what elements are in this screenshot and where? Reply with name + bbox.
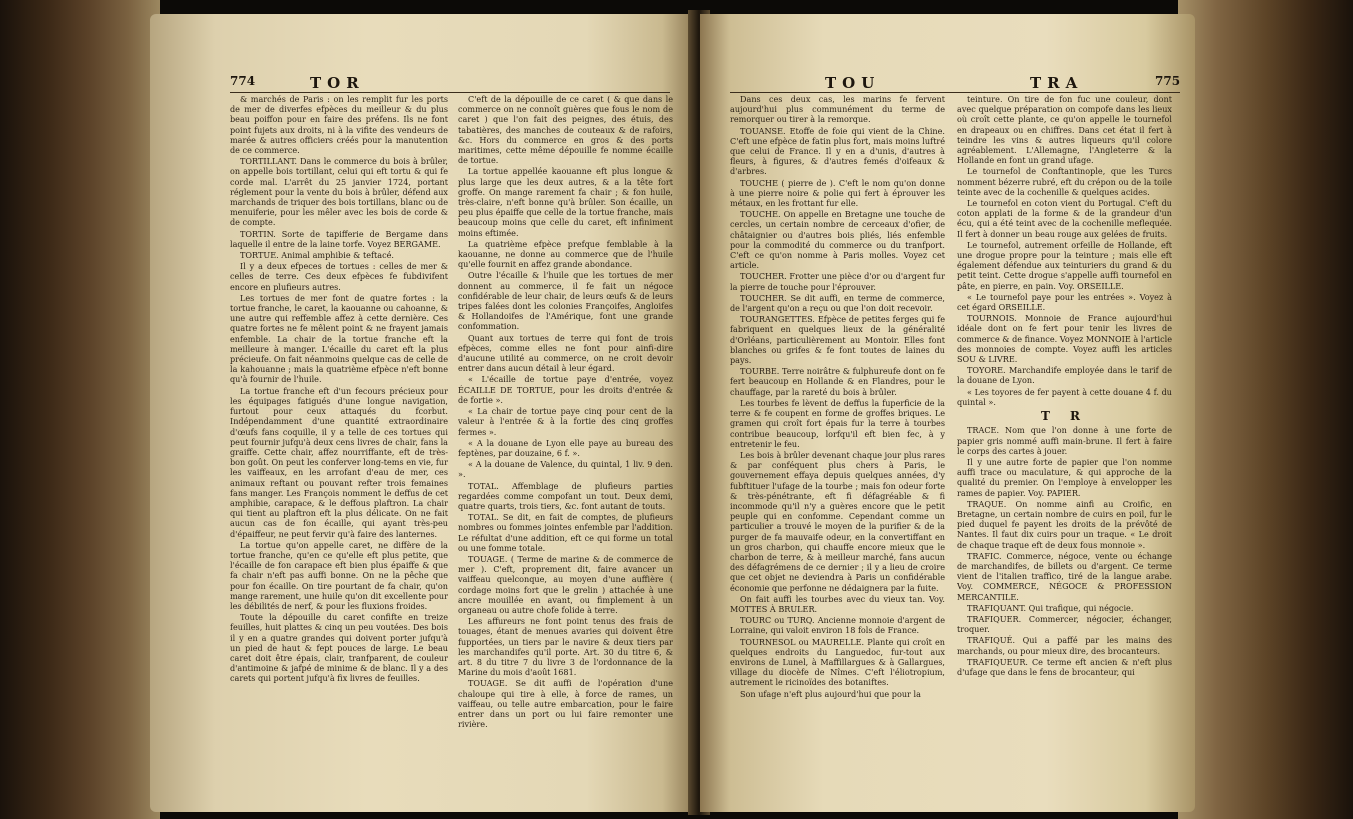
paragraph: TOUCHER. Se dit auffi, en terme de commerce, de l'argent qu'on a reçu ou que l'on doit recevoir. <box>730 292 945 314</box>
paragraph: TRAFIQUÉ. Qui a paffé par les mains des marchands, ou pour mieux dire, des brocanteurs. <box>957 635 1172 656</box>
paragraph: TOURC ou TURQ. Ancienne monnoie d'argent de Lorraine, qui valoit environ 18 fols de France. <box>730 615 945 636</box>
paragraph: Le tournefol de Conftantinople, que les Turcs nomment bézerre rubré, eft du crépon ou de la toile teinte avec de la cochenille & quelques acides. <box>957 166 1172 197</box>
section-heading: T R <box>1040 409 1089 424</box>
paragraph: Outre l'écaille & l'huile que les tortues de mer donnent au commerce, il fe fait un négoce confidérable de leur chair, de leurs œufs & de leurs tripes falées dont les colonies Françoifes, Angloifes & Hollandoifes de l'Amérique, font une grande confommation. <box>458 270 673 332</box>
paragraph: TOUCHE. On appelle en Bretagne une touche de cercles, un certain nombre de cerceaux d'ofier, de châtaignier ou d'autres bois pliés, liés enfemble pour la commodité du commerce ou du tranfport. C'eft ce qu'on nomme à Paris molles. Voyez cet article. <box>730 209 945 271</box>
paragraph: Son ufage n'eft plus aujourd'hui que pour la <box>740 688 921 699</box>
paragraph: La tortue appellée kaouanne eft plus longue & plus large que les deux autres, & a la tête fort groffe. On mange rarement fa chair ; & fon huile, très-claire, n'eft bonne qu'à brûler. Son écaille, un peu plus épaiffe que celle de la tortue franche, mais beaucoup moins que celle du caret, eft infiniment moins eftimée. <box>458 166 673 238</box>
paragraph: C'eft de la dépouille de ce caret ( & que dans le commerce on ne connoît guères que fous le nom de caret ) que l'on fait des peignes, des étuis, des tabatières, des manches de couteaux & de rafoirs, &c. Hors du commerce en gros & des ports maritimes, cette même dépouille fe nomme écaille de tortue. <box>458 94 673 166</box>
page-number: 775 <box>1155 74 1181 88</box>
running-header-right: TRA <box>1030 74 1084 92</box>
paragraph: TOUCHE ( pierre de ). C'eft le nom qu'on donne à une pierre noire & polie qui fert à éprouver les métaux, en les frottant fur elle. <box>730 177 945 209</box>
paragraph: Les bois à brûler devenant chaque jour plus rares & par conféquent plus chers à Paris, le gouvernement effaya depuis quelques années, d'y fubftituer l'ufage de la tourbe ; mais fon odeur forte & très-pénétrante, eft fi défagréable & fi incommode qu'il n'y a guères encore que le petit peuple qui en confomme. Cependant comme un particulier a trouvé le moyen de la purifier & de la purger de fa mauvaife odeur, en la convertiffant en un gros charbon, qui chauffe encore mieux que le charbon de terre, & à meilleur marché, fans aucun des défagrémens de ce dernier ; il y a lieu de croire que cet objet ne deviendra à Paris un confidérable économie que perfonne ne dédaignera par la fuite. <box>730 449 945 593</box>
paragraph: TRACE. Nom que l'on donne à une forte de papier gris nommé auffi main-brune. Il fert à faire le corps des cartes à jouer. <box>957 425 1172 456</box>
paragraph: Les affureurs ne font point tenus des frais de touages, étant de menues avaries qui doivent être fupportées, un tiers par le navire & deux tiers par les marchandifes qu'il porte. Art. 30 du titre 6, & art. 8 du titre 7 du livre 3 de l'ordonnance de la Marine du mois d'août 1681. <box>458 616 673 678</box>
paragraph: TOTAL. Affemblage de plufieurs parties regardées comme compofant un tout. Deux demi, quatre quarts, trois tiers, &c. font autant de touts. <box>458 480 673 511</box>
paragraph: « Le tournefol paye pour les entrées ». Voyez à cet égard ORSEILLE. <box>957 291 1172 313</box>
paragraph: TOURNOIS. Monnoie de France aujourd'hui idéale dont on fe fert pour tenir les livres de commerce & de finance. Voyez MONNOIE à l'article des monnoies de compte. Voyez auffi les articles SOU & LIVRE. <box>957 313 1172 365</box>
right-page <box>700 14 1195 812</box>
paragraph: TORTIN. Sorte de tapifferie de Bergame dans laquelle il entre de la laine torfe. Voyez BERGAME. <box>230 228 448 249</box>
paragraph: Les tourbes fe lèvent de deffus la fuperficie de la terre & fe coupent en forme de groffes briques. Le gramen qui croît fort épais fur la terre à tourbes contribue beaucoup, lorfqu'il eft bien fec, à y entretenir le feu. <box>730 397 945 449</box>
paragraph: & marchés de Paris : on les remplit fur les ports de mer de diverfes efpèces du meilleur & du plus beau poiffon pour en faire des préfens. Ils ne font point fujets aux droits, ni à la vifite des vendeurs de marée & autres officiers créés pour la manutention de ce commerce. <box>230 94 448 156</box>
paragraph: TOYORE. Marchandife employée dans le tarif de la douane de Lyon. <box>957 365 1172 386</box>
paragraph: TRAQUE. On nomme ainfi au Croific, en Bretagne, un certain nombre de cuirs en poil, fur le pied duquel fe payent les droits de la prévôté de Nantes. Il faut dix cuirs pour un traque. « Le droit de chaque traque eft de deux fous monnoie ». <box>957 498 1172 550</box>
header-rule <box>730 92 1180 93</box>
paragraph: La tortue franche eft d'un fecours précieux pour les équipages fatigués d'une longue navigation, furtout pour ceux attaqués du fcorbut. Indépendamment d'une quantité extraordinaire d'œufs fans coquille, il y a telle de ces tortues qui peut fournir jufqu'à deux cens livres de chair, fans la graiffe. Cette chair, affez nourriffante, eft de très-bon goût. On peut les conferver long-tems en vie, fur les vaiffeaux, en les arrofant d'eau de mer, ces animaux reftant ou pouvant refter trois femaines fans manger. Les François nomment le deffus de cet amphibie, carapace, & le deffous plaftron. La chair qui tient au plaftron eft la plus délicate. On ne fait aucun cas de fon écaille, qui ayant très-peu d'épaiffeur, ne peut fervir qu'à faire des lanternes. <box>230 385 448 539</box>
running-header-left: TOU <box>825 74 881 92</box>
text-column-2 <box>957 94 1172 809</box>
paragraph: TRAFIC. Commerce, négoce, vente ou échange de marchandifes, de billets ou d'argent. Ce terme vient de l'italien traffico, tiré de la langue arabe. Voy. COMMERCE, NÉGOCE & PROFESSION MERCANTILE. <box>957 550 1172 602</box>
paragraph: Les tortues de mer font de quatre fortes : la tortue franche, le caret, la kaouanne ou cahoanne, & une autre qui reffemble affez à cette dernière. Ces quatre fortes ne fe mêlent point & ne frayent jamais enfemble. La chair de la tortue franche eft la meilleure à manger. L'écaille du caret eft la plus précieufe. On fait néanmoins quelque cas de celle de la kahouanne ; mais la quatrième efpèce n'eft bonne qu'à fournir de l'huile. <box>230 292 448 385</box>
paragraph: TOUAGE. Se dit auffi de l'opération d'une chaloupe qui tire à elle, à force de rames, un vaiffeau, ou telle autre embarcation, pour le faire entrer dans un port ou lui faire remonter une rivière. <box>458 678 673 730</box>
paragraph: Toute la dépouille du caret confifte en treize feuilles, huit plattes & cinq un peu voutées. Des bois il y en a quatre grandes qui doivent porter jufqu'à un pied de haut & fept pouces de large. Le beau caret doit être épais, clair, tranfparent, de couleur d'antimoine & jafpé de minime & de blanc. Il y a des carets qui portent jufqu'à fix livres de feuilles. <box>230 612 448 684</box>
book-edge-right <box>1178 0 1353 819</box>
paragraph: « A la douane de Valence, du quintal, 1 liv. 9 den. ». <box>458 459 673 480</box>
paragraph: « La chair de tortue paye cinq pour cent de la valeur à l'entrée & à la fortie des cinq groffes fermes ». <box>458 406 673 437</box>
paragraph: TOTAL. Se dit, en fait de comptes, de plufieurs nombres ou fommes jointes enfemble par l'addition. Le réfultat d'une addition, eft ce qui forme un total ou une fomme totale. <box>458 512 673 553</box>
paragraph: TOUCHER. Frotter une pièce d'or ou d'argent fur la pierre de touche pour l'éprouver. <box>730 271 945 292</box>
paragraph: Il y une autre forte de papier que l'on nomme auffi trace ou maculature, & qui approche de la qualité du premier. On l'employe à envelopper les rames de papier. Voy. PAPIER. <box>957 456 1172 498</box>
header-rule <box>230 92 670 93</box>
paragraph: TRAFIQUANT. Qui trafique, qui négocie. <box>967 602 1134 613</box>
paragraph: Le tournefol, autrement orfeille de Hollande, eft une drogue propre pour la teinture ; mais elle eft également défendue aux teinturiers du grand & du petit teint. Cette drogue s'appelle auffi tournefol en pâte, en pierre, en pain. Voy. ORSEILLE. <box>957 239 1172 291</box>
paragraph: Le tournefol en coton vient du Portugal. C'eft du coton applati de la forme & de la grandeur d'un écu, qui a été teint avec de la cochenille meflequée. Il fert à donner un beau rouge aux gelées de fruits. <box>957 198 1172 239</box>
paragraph: TOUANSE. Etoffe de foie qui vient de la Chine. C'eft une efpèce de fatin plus fort, mais moins luftré que celui de France. Il y en a d'unis, d'autres à fleurs, à figures, & d'autres femés d'oifeaux & d'arbres. <box>730 125 945 177</box>
text-column-1 <box>730 94 945 809</box>
paragraph: La tortue qu'on appelle caret, ne diffère de la tortue franche, qu'en ce qu'elle eft plus petite, que l'écaille de fon carapace eft bien plus épaiffe & que fa chair n'eft pas auffi bonne. On ne la pêche que pour fon écaille. On tire pourtant de fa chair, qu'on mange rarement, une huile qu'on dit excellente pour les débilités de nerf, & pour les fluxions froides. <box>230 539 448 611</box>
left-page <box>150 14 695 812</box>
paragraph: TOURNESOL ou MAURELLE. Plante qui croît en quelques endroits du Languedoc, fur-tout aux environs de Lunel, à Maffillargues & à Gallargues, village du diocèfe de Nîmes. C'eft l'éliotropium, autrement le ricinoïdes des botaniftes. <box>730 636 945 688</box>
text-column-1 <box>230 94 448 809</box>
paragraph: Quant aux tortues de terre qui font de trois efpèces, comme elles ne font pour ainfi-dire d'aucune utilité au commerce, on ne croit devoir entrer dans aucun détail à leur égard. <box>458 332 673 374</box>
paragraph: TOURBE. Terre noirâtre & fulphureufe dont on fe fert beaucoup en Hollande & en Flandres, pour le chauffage, par la rareté du bois à brûler. <box>730 366 945 397</box>
paragraph: On fait auffi les tourbes avec du vieux tan. Voy. MOTTES À BRULER. <box>730 593 945 614</box>
paragraph: TRAFIQUER. Commercer, négocier, échanger, troquer. <box>957 613 1172 635</box>
paragraph: Il y a deux efpeces de tortues : celles de mer & celles de terre. Ces deux efpèces fe fubdivifent encore en plufieurs autres. <box>230 261 448 292</box>
paragraph: « A la douane de Lyon elle paye au bureau des feptènes, par douzaine, 6 f. ». <box>458 437 673 458</box>
text-column-2 <box>458 94 673 809</box>
paragraph: « L'écaille de tortue paye d'entrée, voyez ÉCAILLE DE TORTUE, pour les droits d'entrée & de fortie ». <box>458 374 673 405</box>
paragraph: TOURANGETTES. Efpèce de petites ferges qui fe fabriquent en quelques lieux de la généralité d'Orléans, particulièrement au Montoir. Elles font blanches ou grifes & fe font toutes de laines du pays. <box>730 314 945 366</box>
paragraph: La quatrième efpèce prefque femblable à la kaouanne, ne donne au commerce que de l'huile qu'elle fournit en affez grande abondance. <box>458 238 673 270</box>
paragraph: TORTUE. Animal amphibie & teftacé. <box>240 250 394 261</box>
running-header: TOR <box>310 74 365 92</box>
paragraph: « Les toyores de fer payent à cette douane 4 f. du quintal ». <box>957 386 1172 407</box>
page-number: 774 <box>230 74 256 88</box>
paragraph: Dans ces deux cas, les marins fe fervent aujourd'hui plus communément du terme de remorquer ou tirer à la remorque. <box>730 94 945 125</box>
paragraph: TRAFIQUEUR. Ce terme eft ancien & n'eft plus d'ufage que dans le fens de brocanteur, qui <box>957 656 1172 677</box>
paragraph: TOUAGE. ( Terme de marine & de commerce de mer ). C'eft, proprement dit, faire avancer un vaiffeau quelconque, au moyen d'une auffière ( cordage moins fort que le grelin ) attachée à une ancre mouillée en avant, ou fimplement à un organeau ou autre chofe folide à terre. <box>458 553 673 615</box>
book-edge-left <box>0 0 160 819</box>
paragraph: teinture. On tire de fon fuc une couleur, dont avec quelque préparation on compofe dans les lieux où croît cette plante, ce qu'on appelle le tournefol en drapeaux ou en chiffres. Dans cet état il fert à teindre les vins & autres liqueurs qu'il colore agréablement. L'Allemagne, l'Angleterre & la Hollande en font un grand ufage. <box>957 94 1172 166</box>
paragraph: TORTILLANT. Dans le commerce du bois à brûler, on appelle bois tortillant, celui qui eft tortu & qui fe corde mal. L'arrêt du 25 janvier 1724, portant réglement pour la vente du bois à brûler, défend aux marchands de triquer des bois tortillans, blanc ou de menuiferie, pour les mêler avec les bois de corde & de compte. <box>230 156 448 228</box>
